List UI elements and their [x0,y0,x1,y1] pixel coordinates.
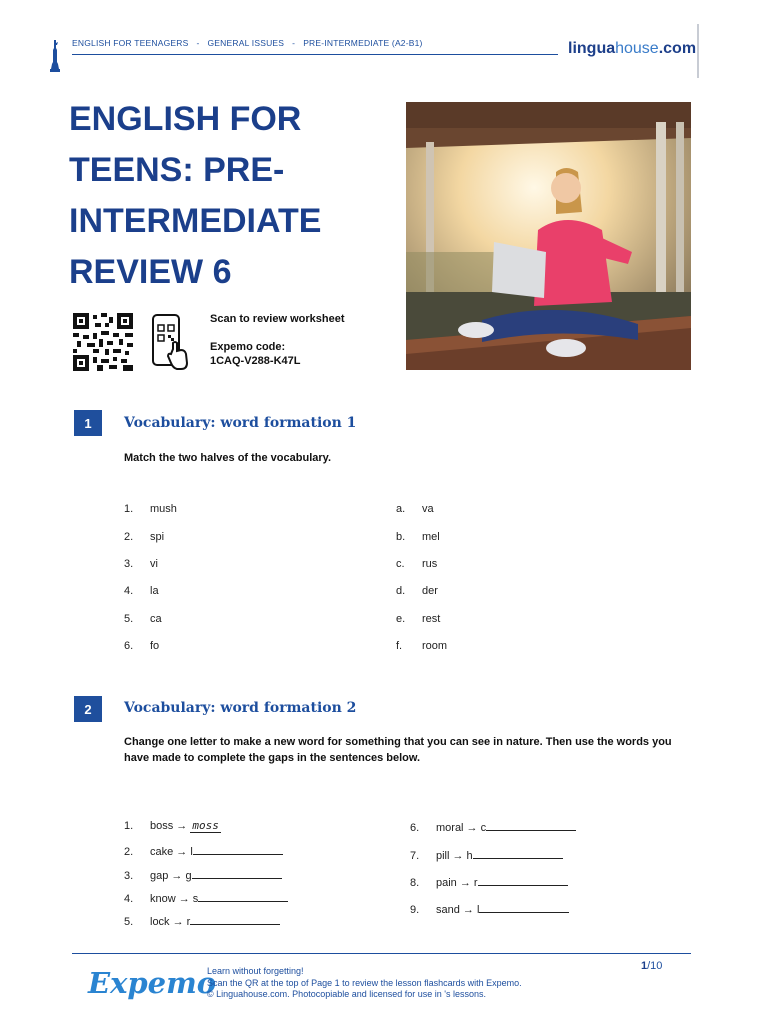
footer-line-2: Scan the QR at the top of Page 1 to review the lesson flashcards with Expemo. [207,977,522,988]
list-item: d. der [396,585,438,597]
breadcrumb-separator: - [196,38,200,48]
list-item: 3. vi [124,558,158,570]
list-item: 9. sand → l [410,901,569,916]
list-item: 6. moral → c [410,819,576,834]
answer-blank[interactable] [486,819,576,831]
list-item: 3. gap → g [124,867,282,882]
breadcrumb [72,38,423,48]
scan-info [210,312,345,368]
list-item: a. va [396,503,434,515]
list-item: 4. know → s [124,890,288,905]
title-line: INTERMEDIATE [69,202,322,240]
list-item: 5. lock → r [124,913,280,928]
header-accent-bar [697,24,699,78]
list-item: 7. pill → h [410,847,563,862]
section-1-instruction: Match the two halves of the vocabulary. [124,452,332,464]
expemo-code: 1CAQ-V288-K47L [210,355,301,367]
expemo-logo: Expemo [88,966,217,1000]
list-item: 1. mush [124,503,177,515]
teen-with-laptop-photo [406,102,691,370]
section-1-number: 1 [74,410,102,436]
answer-blank[interactable] [198,890,288,902]
list-item: c. rus [396,558,438,570]
breadcrumb-level: PRE-INTERMEDIATE (A2-B1) [303,38,423,48]
handwritten-answer: moss [192,819,219,832]
linguahouse-logo: linguahouse.com [568,40,697,57]
list-item: b. mel [396,531,440,543]
footer-line-3: © Linguahouse.com. Photocopiable and licensed for use in 's lessons. [207,989,487,999]
answer-blank[interactable] [192,867,282,879]
list-item: 6. fo [124,640,160,652]
page-title [69,94,389,298]
title-line: TEENS: PRE- [69,151,285,189]
header-divider [72,54,558,55]
breadcrumb-course: ENGLISH FOR TEENAGERS [72,38,189,48]
answer-blank[interactable] [193,843,283,855]
phone-scan-icon [151,313,191,371]
expemo-code-label: Expemo code: [210,341,286,353]
footer-line-1: Learn without forgetting! [207,966,304,976]
answer-blank[interactable] [473,847,563,859]
list-item: 2. cake → l [124,843,283,858]
section-2-number: 2 [74,696,102,722]
section-1-title: Vocabulary: word formation 1 [124,415,357,431]
list-item: 8. pain → r [410,874,568,889]
page-number: 1/10 [641,960,663,972]
answer-blank[interactable] [478,874,568,886]
footer-divider [72,953,691,954]
qr-code-icon [73,313,133,371]
list-item: 5. ca [124,613,162,625]
list-item: f. room [396,640,448,652]
list-item: 2. spi [124,531,165,543]
list-item: e. rest [396,613,441,625]
statue-of-liberty-icon [48,38,62,72]
list-item: 1. boss → moss [124,819,219,832]
title-line: ENGLISH FOR [69,100,302,138]
section-2-instruction: Change one letter to make a new word for something that you can see in nature. Then use the words you have made to complete the gaps in the sentences below. [124,736,672,764]
scan-label: Scan to review worksheet [210,313,345,325]
title-line: REVIEW 6 [69,253,232,291]
answer-blank[interactable] [479,901,569,913]
breadcrumb-topic: GENERAL ISSUES [207,38,285,48]
answer-blank[interactable] [190,913,280,925]
section-2-title: Vocabulary: word formation 2 [124,700,357,716]
list-item: 4. la [124,585,159,597]
breadcrumb-separator: - [292,38,296,48]
footer-text [207,966,522,1001]
